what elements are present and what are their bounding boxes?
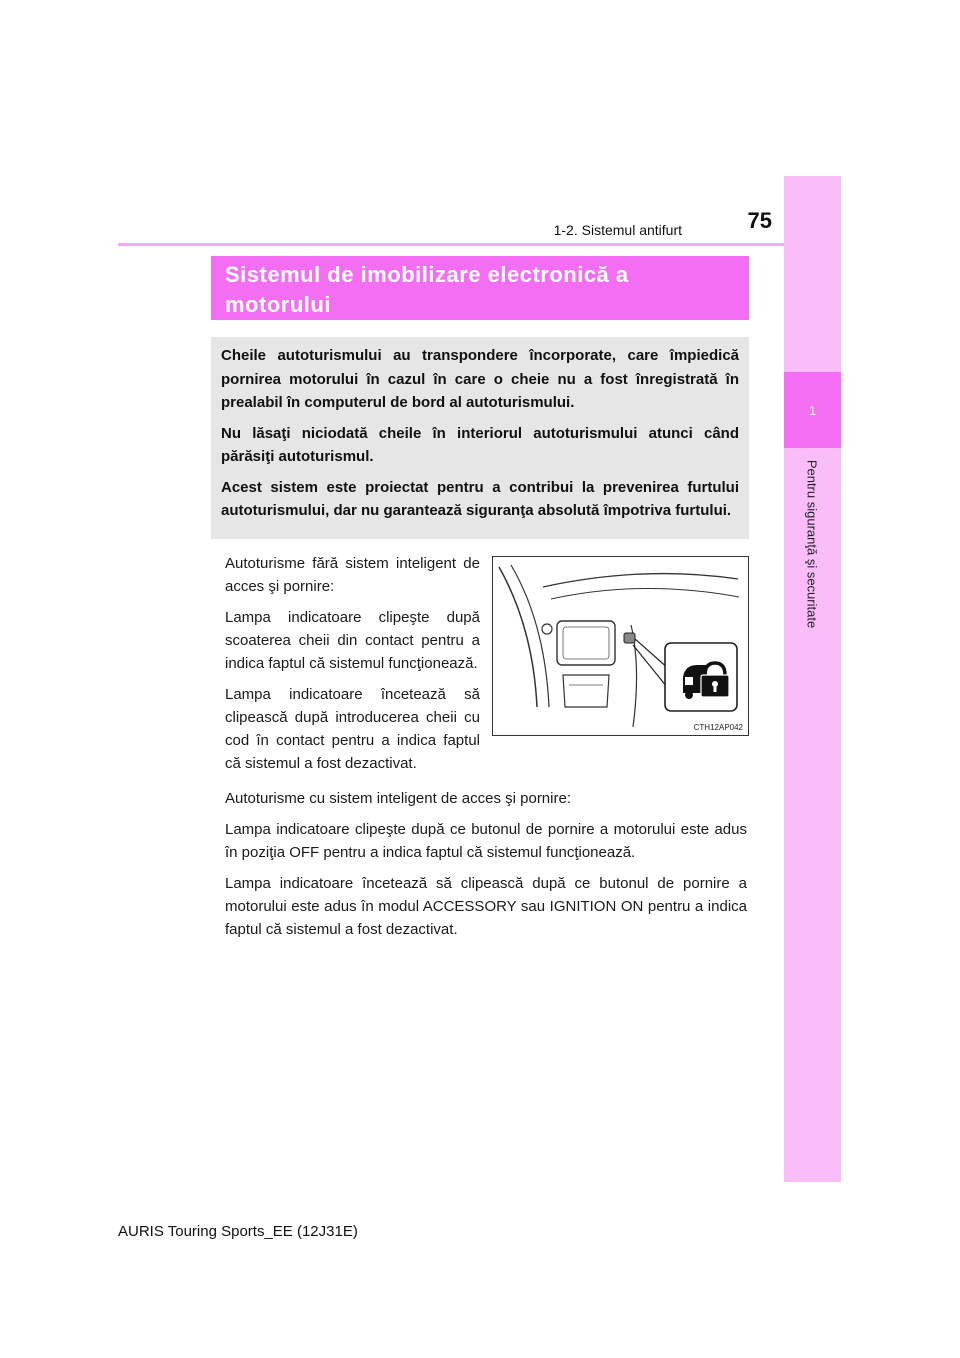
figure-code: CTH12AP042 <box>693 723 743 732</box>
section-heading-box <box>211 256 749 320</box>
body-paragraph: Autoturisme fără sistem inteligent de acces şi pornire: <box>225 555 480 595</box>
full-width-text <box>225 787 747 949</box>
intro-paragraph: Acest sistem este proiectat pentru a contribui la prevenirea furtului autoturismului, dar nu garantează siguranţa absolută împotriva furtului. <box>221 478 739 519</box>
section-heading: Sistemul de imobilizare electronică a motorului <box>225 262 629 317</box>
body-paragraph: Lampa indicatoare încetează să clipească după introducerea cheii cu cod în contact pentru a indica faptul că sistemul a fost dezactivat. <box>225 686 480 772</box>
page-number: 75 <box>747 208 772 233</box>
column-text <box>225 552 480 783</box>
chapter-number: 1 <box>808 402 817 418</box>
chapter-side-tab <box>784 176 841 1182</box>
car-lock-indicator-icon <box>683 663 729 699</box>
intro-paragraph: Nu lăsaţi niciodată cheile în interiorul autoturismului atunci când părăsiţi autoturismul. <box>221 424 739 465</box>
section-label: 1-2. Sistemul antifurt <box>553 222 682 238</box>
footer-model-code: AURIS Touring Sports_EE (12J31E) <box>118 1223 358 1240</box>
dashboard-figure <box>492 556 749 736</box>
header-rule <box>118 243 784 246</box>
intro-box <box>211 337 749 539</box>
chapter-title: Pentru siguranţă şi securitate <box>804 459 820 629</box>
dashboard-illustration <box>493 557 748 735</box>
body-paragraph: Autoturisme cu sistem inteligent de acces şi pornire: <box>225 790 571 807</box>
body-paragraph: Lampa indicatoare clipeşte după scoaterea cheii din contact pentru a indica faptul că sistemul funcţionează. <box>225 609 480 672</box>
body-paragraph: Lampa indicatoare încetează să clipească după ce butonul de pornire a motorului este adus în modul ACCESSORY sau IGNITION ON pentru a indica faptul că sistemul a fost dezactivat. <box>225 875 747 938</box>
body-paragraph: Lampa indicatoare clipeşte după ce butonul de pornire a motorului este adus în poziţia OFF pentru a indica faptul că sistemul funcţionează. <box>225 821 747 861</box>
intro-paragraph: Cheile autoturismului au transpondere încorporate, care împiedică pornirea motorului în cazul în care o cheie nu a fost înregistrată în prealabil în computerul de bord al autoturismului. <box>221 347 739 411</box>
